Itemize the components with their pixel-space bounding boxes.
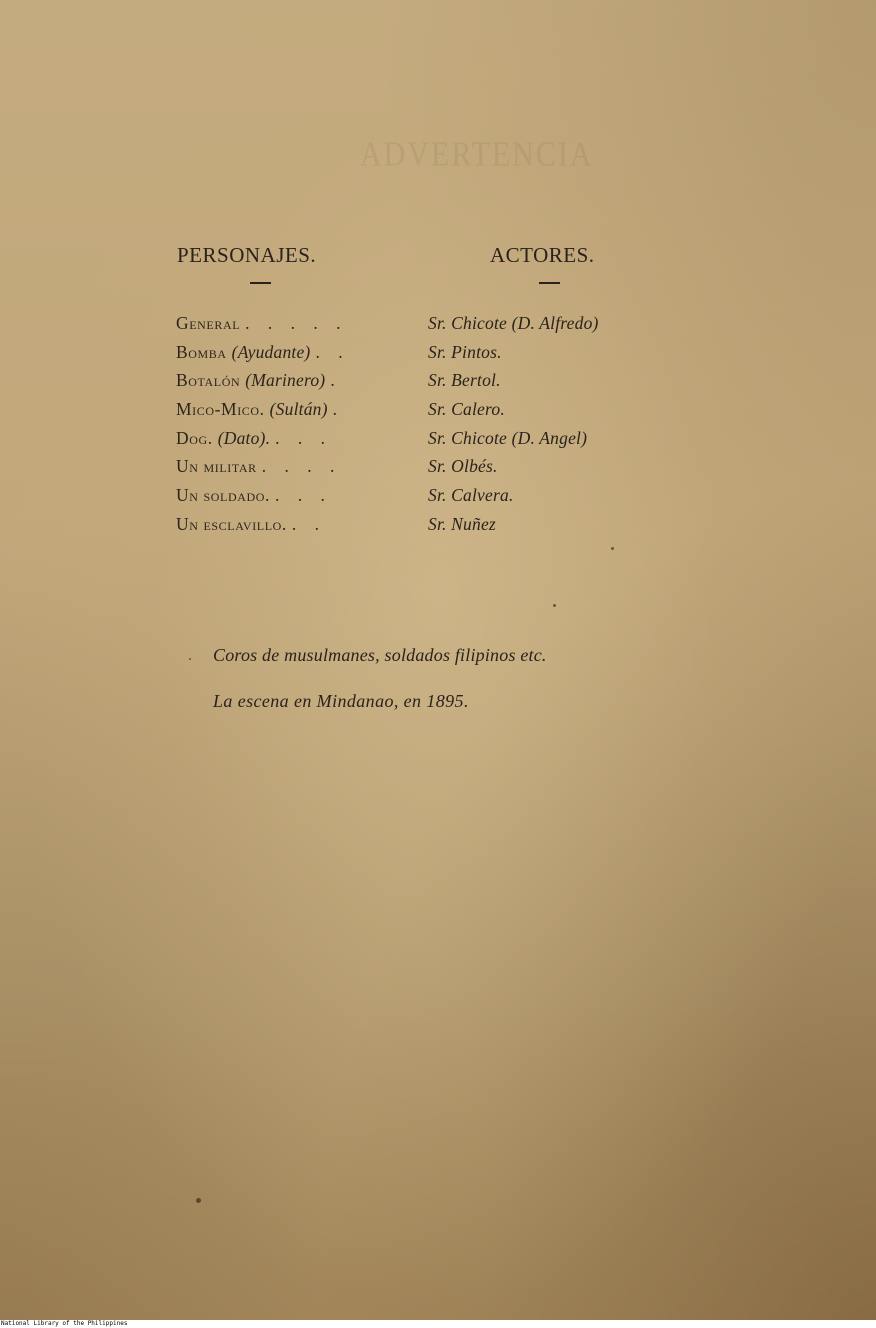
leader-dots: . . . bbox=[275, 427, 333, 448]
cast-role bbox=[176, 370, 342, 391]
heading-rule-right bbox=[539, 282, 560, 284]
cast-row bbox=[176, 514, 696, 543]
cast-actor: Sr. Nuñez bbox=[428, 513, 496, 534]
leader-dots: . . . . . bbox=[245, 313, 348, 333]
cast-actor: Sr. Pintos. bbox=[428, 341, 502, 362]
bleed-through-text: ADVERTENCIA bbox=[360, 135, 594, 174]
role-name: Un esclavillo. bbox=[176, 513, 287, 534]
cast-actor: Sr. Calvera. bbox=[428, 485, 514, 506]
leader-dots: . . . . bbox=[261, 456, 342, 477]
cast-actor: Sr. Calero. bbox=[428, 399, 505, 420]
scene-note: La escena en Mindanao, en 1895. bbox=[213, 691, 469, 711]
heading-actores: ACTORES. bbox=[490, 243, 595, 267]
leader-dots: . . bbox=[315, 341, 350, 362]
role-name: Un soldado. bbox=[176, 485, 270, 506]
library-credit: National Library of the Philippines bbox=[1, 1320, 128, 1327]
role-name: Bomba bbox=[176, 341, 227, 362]
cast-list bbox=[176, 313, 696, 543]
leader-dots: . bbox=[330, 370, 342, 391]
heading-rule-left bbox=[250, 282, 271, 284]
cast-row bbox=[176, 313, 696, 342]
cast-role bbox=[176, 313, 348, 334]
heading-personajes: PERSONAJES. bbox=[177, 243, 317, 267]
cast-row bbox=[176, 399, 696, 428]
cast-role bbox=[176, 456, 341, 477]
ink-speck bbox=[189, 658, 191, 660]
cast-row bbox=[176, 485, 696, 514]
chorus-note: Coros de musulmanes, soldados filipinos etc. bbox=[213, 645, 547, 665]
cast-row bbox=[176, 428, 696, 457]
role-descriptor: (Marinero) bbox=[245, 370, 326, 391]
role-descriptor: (Sultán) bbox=[269, 399, 328, 420]
cast-actor: Sr. Chicote (D. Alfredo) bbox=[428, 313, 599, 333]
cast-role bbox=[176, 428, 332, 449]
cast-actor: Sr. Bertol. bbox=[428, 370, 501, 391]
footer-bar bbox=[0, 1320, 876, 1328]
cast-actor: Sr. Chicote (D. Angel) bbox=[428, 427, 588, 448]
cast-row bbox=[176, 370, 696, 399]
role-descriptor: (Ayudante) bbox=[231, 341, 311, 362]
cast-role bbox=[176, 342, 350, 363]
role-descriptor: (Dato). bbox=[217, 427, 271, 448]
role-name: General bbox=[176, 313, 241, 333]
ink-speck bbox=[611, 547, 614, 550]
cast-actor: Sr. Olbés. bbox=[428, 456, 498, 477]
ink-speck bbox=[553, 604, 556, 607]
role-name: Botalón bbox=[176, 370, 241, 391]
role-name: Un militar bbox=[176, 456, 257, 477]
leader-dots: . . . bbox=[274, 485, 332, 506]
ink-speck bbox=[196, 1198, 201, 1203]
cast-role bbox=[176, 399, 344, 420]
cast-role bbox=[176, 485, 332, 506]
cast-row bbox=[176, 342, 696, 371]
cast-role bbox=[176, 514, 326, 535]
cast-row bbox=[176, 456, 696, 485]
leader-dots: . . bbox=[291, 513, 327, 534]
leader-dots: . bbox=[332, 399, 344, 420]
role-name: Mico-Mico. bbox=[176, 399, 265, 420]
role-name: Dog. bbox=[176, 427, 213, 448]
